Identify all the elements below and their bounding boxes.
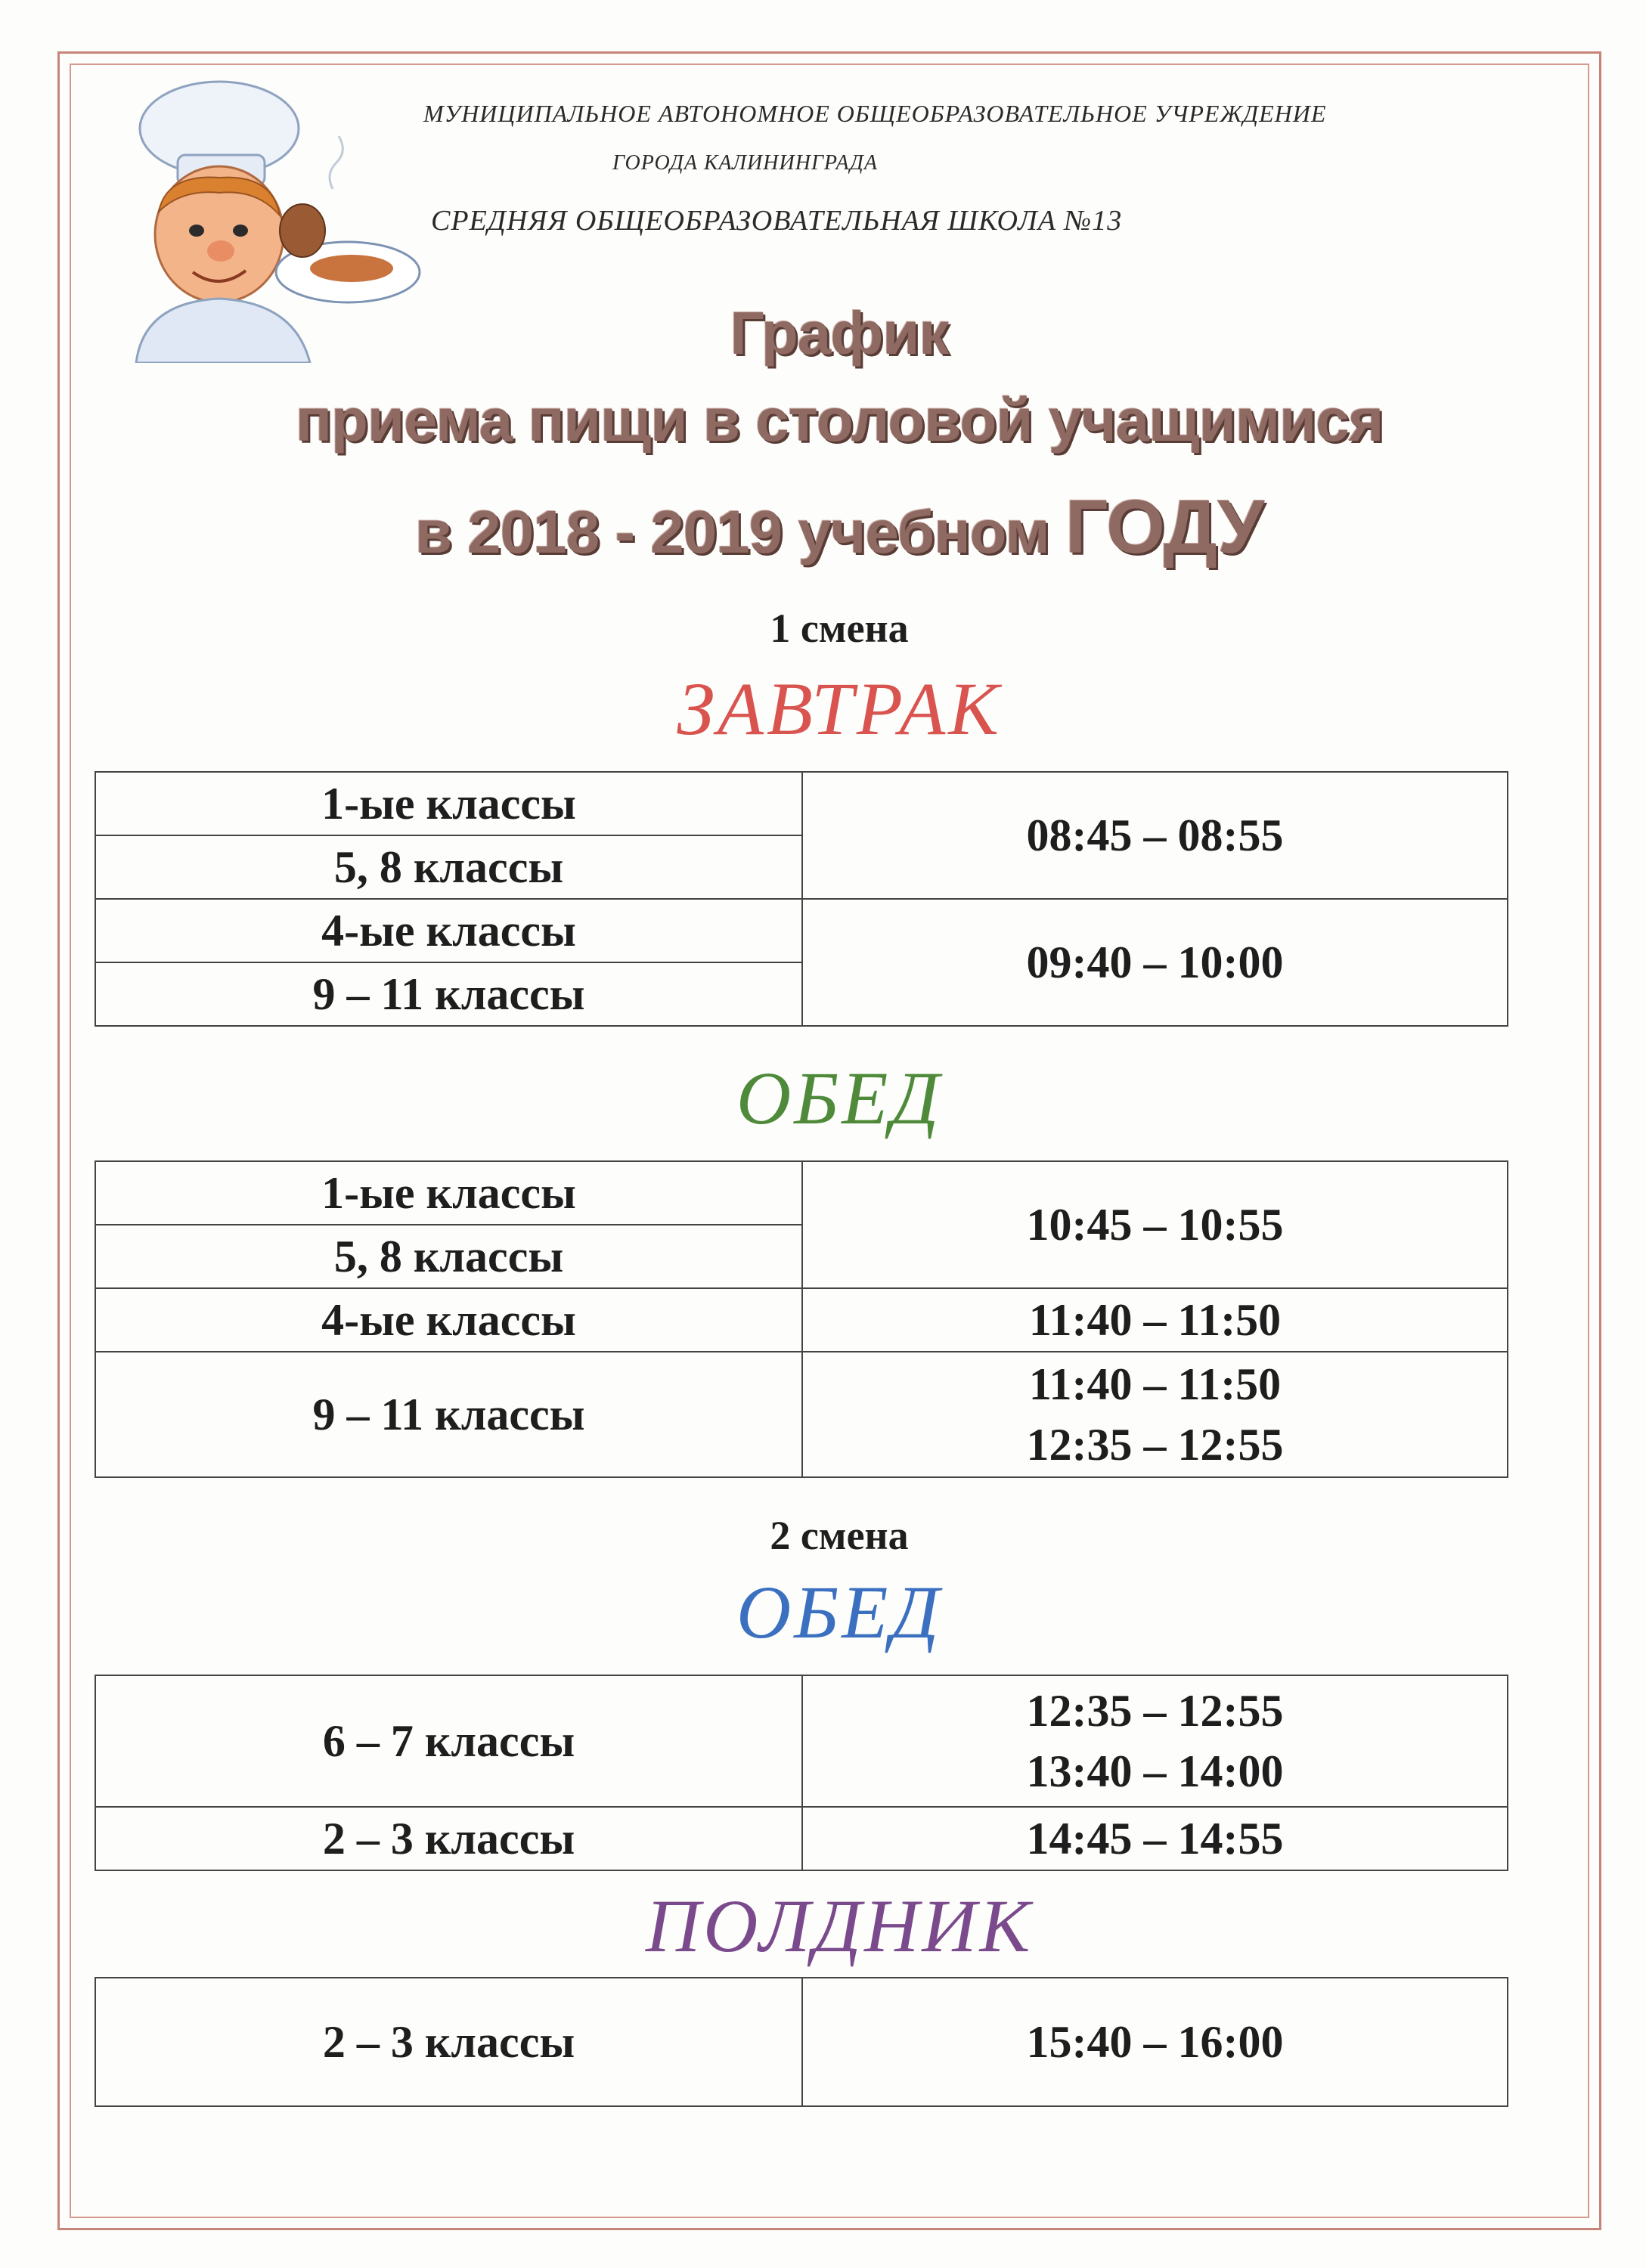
table-row: [95, 1675, 1508, 1807]
time-line: 12:35 – 12:55: [1026, 1420, 1284, 1470]
lunch-heading-shift-2: ОБЕД: [736, 1570, 942, 1654]
time-line: 12:35 – 12:55: [1026, 1686, 1284, 1736]
classes-cell: 2 – 3 классы: [95, 1807, 802, 1870]
table-row: [95, 1161, 1508, 1225]
classes-cell: 6 – 7 классы: [95, 1675, 802, 1807]
time-cell: 09:40 – 10:00: [802, 899, 1508, 1026]
chef-eye-left: [189, 225, 204, 237]
breakfast-table: [95, 771, 1508, 1027]
classes-cell: 9 – 11 классы: [95, 1352, 802, 1477]
steam: [330, 136, 343, 189]
lunch-heading-shift-1: ОБЕД: [736, 1056, 942, 1140]
title-line-3: [98, 484, 1580, 571]
time-cell: 11:40 – 11:50: [802, 1288, 1508, 1352]
table-row: [95, 1352, 1508, 1477]
table-row: [95, 899, 1508, 962]
chef-eye-right: [233, 225, 248, 237]
time-cell: 14:45 – 14:55: [802, 1807, 1508, 1870]
classes-cell: 2 – 3 классы: [95, 1978, 802, 2106]
table-row: [95, 772, 1508, 835]
pot: [280, 204, 325, 257]
time-cell: 15:40 – 16:00: [802, 1978, 1508, 2106]
chef-nose: [207, 240, 234, 262]
institution-name-line-1: МУНИЦИПАЛЬНОЕ АВТОНОМНОЕ ОБЩЕОБРАЗОВАТЕЛЬНОЕ УЧРЕЖДЕНИЕ: [423, 100, 1327, 127]
shift-1-label: 1 смена: [770, 606, 909, 651]
title-line-1: График: [730, 299, 949, 367]
snack-table: [95, 1977, 1508, 2107]
time-cell: 08:45 – 08:55: [802, 772, 1508, 899]
title-line-2: приема пищи в столовой учащимися: [295, 386, 1384, 454]
classes-cell: 1-ые классы: [95, 1161, 802, 1225]
time-line: 11:40 – 11:50: [1028, 1359, 1282, 1409]
shift-2-label: 2 смена: [770, 1513, 909, 1558]
time-cell: 10:45 – 10:55: [802, 1161, 1508, 1288]
table-row: [95, 1288, 1508, 1352]
table-row: [95, 1807, 1508, 1870]
lunch-table-shift-2: [95, 1675, 1508, 1871]
food: [310, 255, 393, 282]
breakfast-heading: ЗАВТРАК: [677, 667, 1002, 751]
classes-cell: 1-ые классы: [95, 772, 802, 835]
time-cell: [802, 1675, 1508, 1807]
school-name: СРЕДНЯЯ ОБЩЕОБРАЗОВАТЕЛЬНАЯ ШКОЛА №13: [431, 205, 1123, 237]
time-line: 13:40 – 14:00: [1026, 1746, 1284, 1796]
classes-cell: 5, 8 классы: [95, 835, 802, 899]
classes-cell: 4-ые классы: [95, 899, 802, 962]
snack-heading: ПОЛДНИК: [645, 1884, 1034, 1968]
classes-cell: 4-ые классы: [95, 1288, 802, 1352]
classes-cell: 9 – 11 классы: [95, 962, 802, 1026]
table-row: [95, 1978, 1508, 2106]
classes-cell: 5, 8 классы: [95, 1225, 802, 1288]
institution-name-line-2: ГОРОДА КАЛИНИНГРАДА: [612, 151, 878, 175]
title-line-3-emphasis: ГОДУ: [1065, 485, 1264, 569]
title-line-3-text: в 2018 - 2019 учебном: [414, 498, 1049, 565]
time-cell: [802, 1352, 1508, 1477]
lunch-table-shift-1: [95, 1160, 1508, 1478]
